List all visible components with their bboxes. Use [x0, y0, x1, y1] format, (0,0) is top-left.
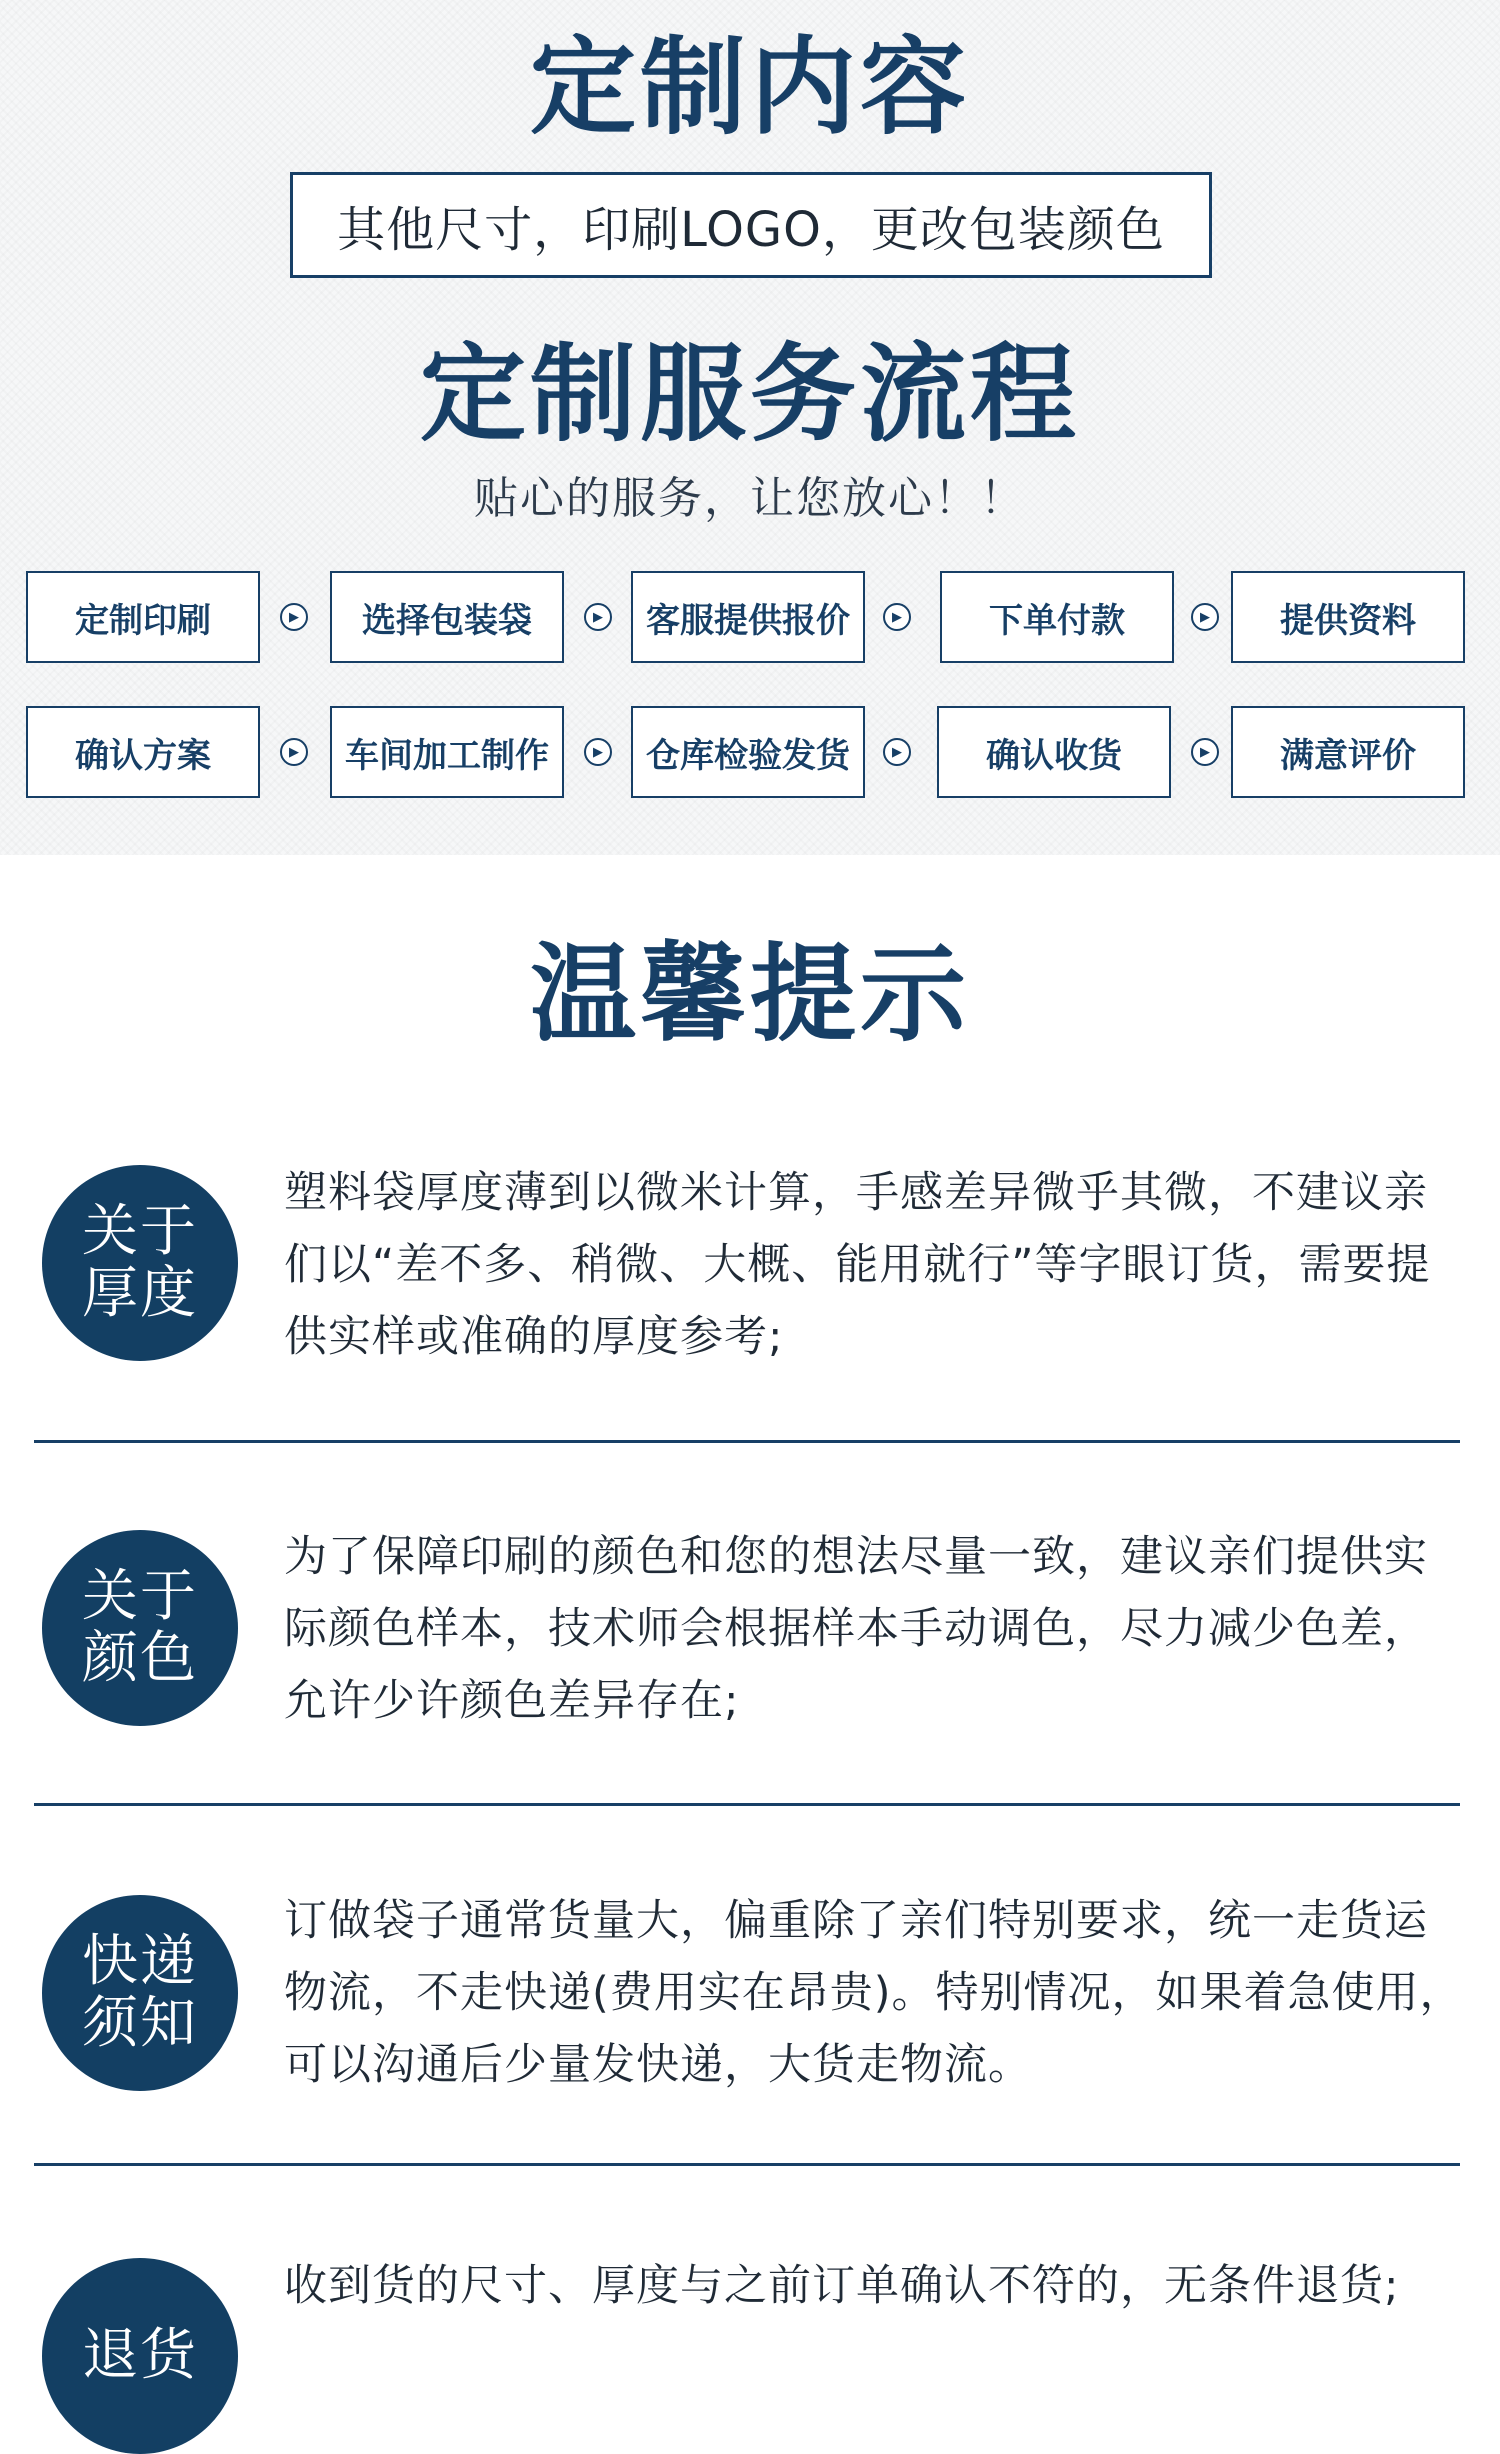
- divider: [34, 1803, 1460, 1806]
- process-step-5: 提供资料: [1231, 571, 1465, 663]
- tip-badge-shipping: 快递须知: [42, 1895, 238, 2091]
- arrow-right-icon: ▶: [883, 738, 911, 766]
- tip-text-shipping: 订做袋子通常货量大，偏重除了亲们特别要求，统一走货运物流，不走快递(费用实在昂贵)。特别情况，如果着急使用，可以沟通后少量发快递，大货走物流。: [284, 1896, 1464, 2090]
- process-title: 定制服务流程: [420, 333, 1080, 456]
- tip-text-color: 为了保障印刷的颜色和您的想法尽量一致，建议亲们提供实际颜色样本，技术师会根据样本手动调色，尽力减少色差，允许少许颜色差异存在;: [284, 1532, 1428, 1726]
- arrow-right-icon: ▶: [280, 738, 308, 766]
- process-step-10: 满意评价: [1231, 706, 1465, 798]
- process-step-7: 车间加工制作: [330, 706, 564, 798]
- divider: [34, 1440, 1460, 1443]
- process-subtitle: 贴心的服务，让您放心！！: [474, 473, 1026, 524]
- process-step-9: 确认收货: [937, 706, 1171, 798]
- tip-badge-return: 退货: [42, 2258, 238, 2454]
- arrow-right-icon: ▶: [584, 738, 612, 766]
- process-step-8: 仓库检验发货: [631, 706, 865, 798]
- process-step-2: 选择包装袋: [330, 571, 564, 663]
- process-step-4: 下单付款: [940, 571, 1174, 663]
- arrow-right-icon: ▶: [883, 603, 911, 631]
- tip-text-thickness: 塑料袋厚度薄到以微米计算，手感差异微乎其微，不建议亲们以“差不多、稍微、大概、能用就行”等字眼订货，需要提供实样或准确的厚度参考;: [284, 1168, 1431, 1362]
- arrow-right-icon: ▶: [1191, 738, 1219, 766]
- process-step-6: 确认方案: [26, 706, 260, 798]
- tip-text-return: 收到货的尺寸、厚度与之前订单确认不符的，无条件退货;: [284, 2261, 1400, 2311]
- tip-badge-color: 关于颜色: [42, 1530, 238, 1726]
- arrow-right-icon: ▶: [280, 603, 308, 631]
- custom-content-text: 其他尺寸，印刷LOGO，更改包装颜色: [337, 201, 1165, 258]
- arrow-right-icon: ▶: [1191, 603, 1219, 631]
- process-step-1: 定制印刷: [26, 571, 260, 663]
- custom-content-title: 定制内容: [530, 26, 970, 149]
- custom-content-box: [290, 172, 1212, 278]
- process-step-3: 客服提供报价: [631, 571, 865, 663]
- tips-title: 温馨提示: [530, 933, 970, 1056]
- tip-badge-thickness: 关于厚度: [42, 1165, 238, 1361]
- divider: [34, 2163, 1460, 2166]
- arrow-right-icon: ▶: [584, 603, 612, 631]
